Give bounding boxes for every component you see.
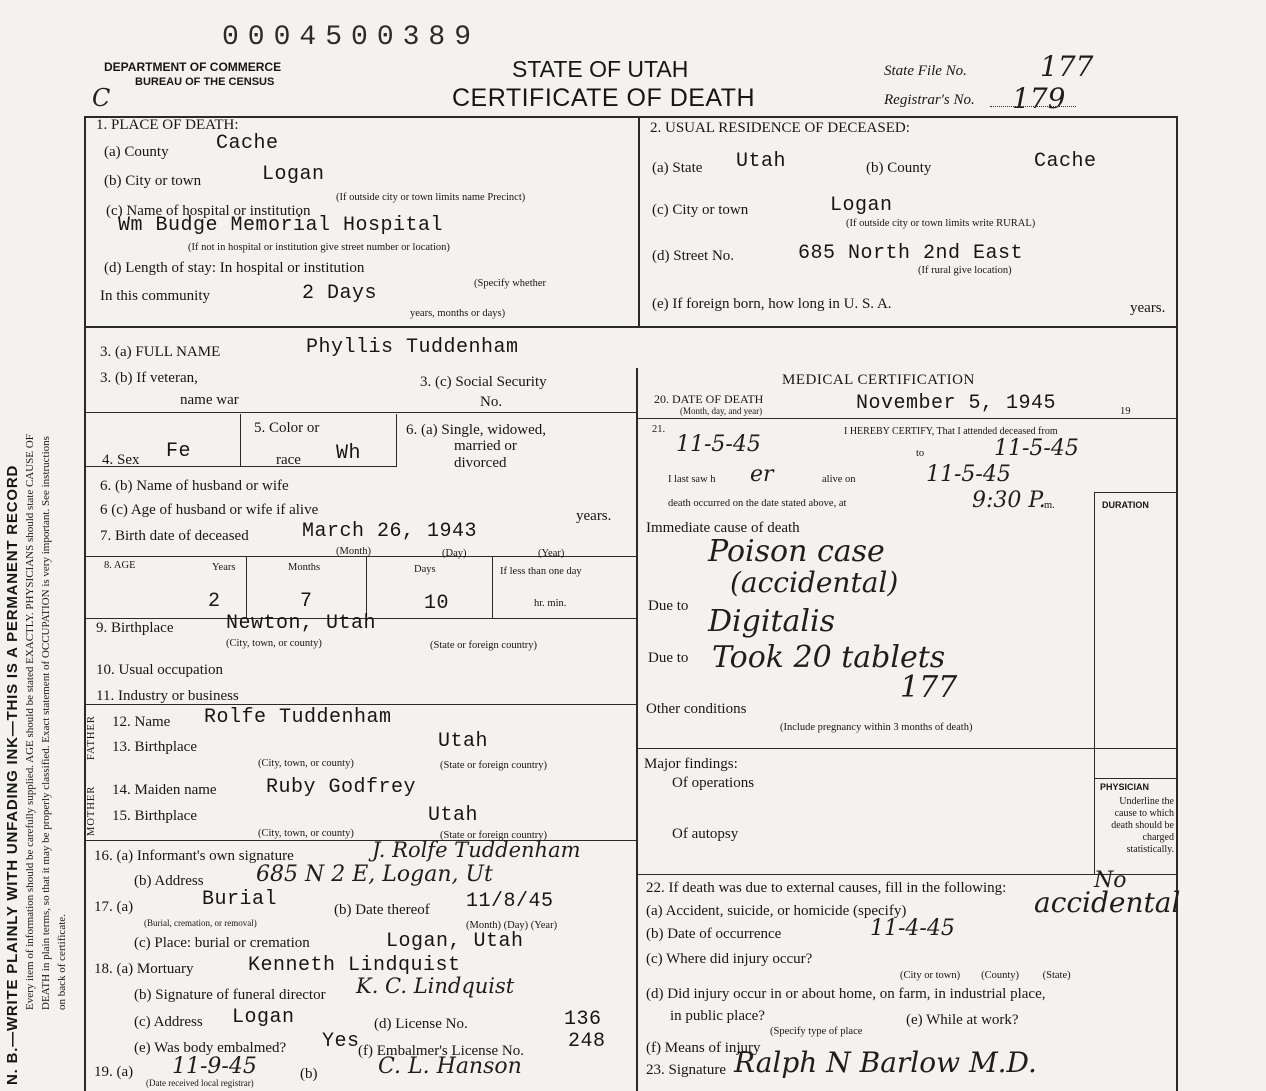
place-type-note: (Specify type of place xyxy=(770,1026,863,1037)
due-to-label-2: Due to xyxy=(648,650,689,666)
mortuary-addr-value: Logan xyxy=(232,1006,295,1029)
means-of-injury-label: (f) Means of injury xyxy=(646,1040,761,1056)
foreign-label: (e) If foreign born, how long in U. S. A. xyxy=(652,296,892,312)
death-time-m: m. xyxy=(1044,500,1055,511)
major-findings-label: Major findings: xyxy=(644,756,738,772)
foreign-years: years. xyxy=(1130,300,1166,316)
medical-divider-v xyxy=(636,368,638,1091)
certify-text: I HEREBY CERTIFY, That I attended deceased from xyxy=(844,426,1058,437)
specify-note-2: years, months or days) xyxy=(410,308,506,319)
age-label: 8. AGE xyxy=(104,560,136,571)
county-value: Cache xyxy=(216,132,279,155)
stay-label: (d) Length of stay: In hospital or institution xyxy=(104,260,365,276)
res-county-label: (b) County xyxy=(866,160,932,176)
accident-value: accidental xyxy=(1034,886,1181,919)
informant-addr-label: (b) Address xyxy=(134,873,204,889)
age-days-value: 10 xyxy=(424,592,450,615)
birthplace-value: Newton, Utah xyxy=(226,612,377,635)
burial-note: (Burial, cremation, or removal) xyxy=(144,918,257,928)
spouse-age-years: years. xyxy=(576,508,612,524)
immediate-cause-value-2: (accidental) xyxy=(730,566,899,599)
margin-instructions-2: DEATH in plain terms, so that it may be properly classified. Exact statement of OCCUPATION is very important. See instructions xyxy=(40,436,52,1010)
at-work-label: (e) While at work? xyxy=(906,1012,1019,1028)
handwritten-mark: 177 xyxy=(900,670,958,705)
father-side-label: FATHER xyxy=(86,715,97,760)
mother-bp-note: (City, town, or county) xyxy=(258,828,354,839)
alive-on-label: alive on xyxy=(822,474,856,485)
informant-signature: J. Rolfe Tuddenham xyxy=(372,838,581,862)
duration-header: DURATION xyxy=(1102,500,1149,510)
age-days-header: Days xyxy=(414,564,436,575)
age-hrmin: hr. min. xyxy=(534,598,567,609)
sex-label: 4. Sex xyxy=(102,452,140,468)
document-number: 0004500389 xyxy=(222,22,481,53)
age-years-value: 2 xyxy=(208,590,221,613)
received-label: 19. (a) xyxy=(94,1064,134,1080)
birth-value: March 26, 1943 xyxy=(302,520,478,543)
mother-side-label: MOTHER xyxy=(86,785,97,836)
birthplace-note: (City, town, or county) xyxy=(226,638,322,649)
city-value: Logan xyxy=(262,163,325,186)
registrar-label: Registrar's No. xyxy=(884,92,975,108)
death-time: 9:30 P. xyxy=(972,488,1046,513)
burial-date-note: (Month) (Day) (Year) xyxy=(466,920,558,931)
color-label: 5. Color or xyxy=(254,420,320,436)
informant-addr-value: 685 N 2 E, Logan, Ut xyxy=(256,862,493,887)
frame-top xyxy=(84,116,1178,118)
local-registrar-signature: C. L. Hanson xyxy=(378,1054,522,1079)
age-less-header: If less than one day xyxy=(500,566,582,577)
hospital-label: (c) Name of hospital or institution xyxy=(106,203,311,219)
father-bp-label: 13. Birthplace xyxy=(112,739,197,755)
attended-to: 11-5-45 xyxy=(994,436,1079,461)
res-city-label: (c) City or town xyxy=(652,202,749,218)
war-label: name war xyxy=(180,392,239,408)
autopsy-label: Of autopsy xyxy=(672,826,739,842)
birth-label: 7. Birth date of deceased xyxy=(100,528,249,544)
bureau-label: BUREAU OF THE CENSUS xyxy=(135,76,275,88)
attended-from: 11-5-45 xyxy=(676,432,761,457)
marital-label: 6. (a) Single, widowed, xyxy=(406,422,546,438)
injury-place-note: (City or town) (County) (State) xyxy=(900,970,1071,981)
public-place-label: in public place? xyxy=(670,1008,765,1024)
death-date-19: 19 xyxy=(1120,406,1131,417)
full-name-value: Phyllis Tuddenham xyxy=(306,336,519,359)
death-date-note: (Month, day, and year) xyxy=(680,406,763,416)
external-causes-label: 22. If death was due to external causes, fill in the following: xyxy=(646,880,1007,896)
burial-label: 17. (a) xyxy=(94,899,134,915)
res-state-value: Utah xyxy=(736,150,787,173)
received-value: 11-9-45 xyxy=(172,1054,257,1079)
last-saw-label: I last saw h xyxy=(668,474,716,485)
place-of-death-heading: 1. PLACE OF DEATH: xyxy=(96,117,239,133)
age-months-value: 7 xyxy=(300,590,313,613)
immediate-cause-value: Poison case xyxy=(708,534,885,569)
specify-note: (Specify whether xyxy=(474,278,547,289)
death-date-label: 20. DATE OF DEATH xyxy=(654,392,764,406)
father-name-value: Rolfe Tuddenham xyxy=(204,706,392,729)
informant-sig-label: 16. (a) Informant's own signature xyxy=(94,848,294,864)
frame-divider-v xyxy=(638,116,640,328)
county-label: (a) County xyxy=(104,144,169,160)
occupation-label: 10. Usual occupation xyxy=(96,662,224,678)
hospital-note: (If not in hospital or institution give street number or location) xyxy=(188,242,450,253)
certify-number: 21. xyxy=(652,424,666,435)
ss-label: 3. (c) Social Security xyxy=(420,374,547,390)
mother-name-value: Ruby Godfrey xyxy=(266,776,417,799)
father-bp-note: (City, town, or county) xyxy=(258,758,354,769)
mortuary-value: Kenneth Lindquist xyxy=(248,954,461,977)
registrar-number: 179 xyxy=(1012,82,1066,115)
other-conditions-note: (Include pregnancy within 3 months of death) xyxy=(780,722,973,733)
mortuary-label: 18. (a) Mortuary xyxy=(94,961,194,977)
medical-heading: MEDICAL CERTIFICATION xyxy=(782,372,975,388)
birth-month-note: (Month) xyxy=(336,546,371,557)
res-street-value: 685 North 2nd East xyxy=(798,242,1024,265)
license-value: 136 xyxy=(564,1008,602,1031)
burial-date-label: (b) Date thereof xyxy=(334,902,430,918)
director-label: (b) Signature of funeral director xyxy=(134,987,326,1003)
other-conditions-label: Other conditions xyxy=(646,701,747,717)
received-note: (Date received local registrar) xyxy=(146,1078,254,1088)
res-street-note: (If rural give location) xyxy=(918,265,1012,276)
corner-mark: C xyxy=(92,84,111,112)
mother-name-label: 14. Maiden name xyxy=(112,782,217,798)
full-name-label: 3. (a) FULL NAME xyxy=(100,344,221,360)
injury-place-label: (c) Where did injury occur? xyxy=(646,951,813,967)
signature-label: 23. Signature xyxy=(646,1062,726,1078)
burial-place-label: (c) Place: burial or cremation xyxy=(134,935,310,951)
age-months-header: Months xyxy=(288,562,321,573)
hospital-value: Wm Budge Memorial Hospital xyxy=(118,214,444,237)
ss-no-label: No. xyxy=(480,394,503,410)
res-state-label: (a) State xyxy=(652,160,703,176)
spouse-age-label: 6 (c) Age of husband or wife if alive xyxy=(100,502,319,518)
immediate-cause-label: Immediate cause of death xyxy=(646,520,800,536)
state-file-number: 177 xyxy=(1040,50,1094,83)
industry-label: 11. Industry or business xyxy=(96,688,239,704)
res-street-label: (d) Street No. xyxy=(652,248,735,264)
age-years-header: Years xyxy=(212,562,236,573)
embalmer-license-value: 248 xyxy=(568,1030,606,1053)
stay-value: 2 Days xyxy=(302,282,378,305)
certificate-title: CERTIFICATE OF DEATH xyxy=(452,84,756,112)
mother-bp-note-2: (State or foreign country) xyxy=(440,830,548,841)
birthplace-label: 9. Birthplace xyxy=(96,620,174,636)
city-label: (b) City or town xyxy=(104,173,202,189)
occurred-label: death occurred on the date stated above, at xyxy=(668,498,847,509)
due-to-value-2: Took 20 tablets xyxy=(712,640,946,675)
city-note: (If outside city or town limits name Precinct) xyxy=(336,192,526,203)
frame-left xyxy=(84,116,86,1091)
state-file-label: State File No. xyxy=(884,63,967,79)
birth-year-note: (Year) xyxy=(538,548,565,559)
license-label: (d) License No. xyxy=(374,1016,468,1032)
director-signature: K. C. Lindquist xyxy=(356,974,515,998)
occurrence-date-value: 11-4-45 xyxy=(870,916,955,941)
operations-label: Of operations xyxy=(672,775,755,791)
due-to-label-1: Due to xyxy=(648,598,689,614)
race-label: race xyxy=(276,452,301,468)
race-value: Wh xyxy=(336,442,362,465)
due-to-value-1: Digitalis xyxy=(708,604,835,639)
physician-header: PHYSICIAN xyxy=(1100,782,1150,792)
external-causes-mark: No xyxy=(1094,868,1127,893)
res-city-value: Logan xyxy=(830,194,893,217)
birth-day-note: (Day) xyxy=(442,548,467,559)
department-label: DEPARTMENT OF COMMERCE xyxy=(104,60,282,74)
attended-to-label: to xyxy=(916,448,925,459)
mortuary-addr-label: (c) Address xyxy=(134,1014,203,1030)
last-saw-date: 11-5-45 xyxy=(926,462,1011,487)
father-bp-note-2: (State or foreign country) xyxy=(440,760,548,771)
embalmer-license-label: (f) Embalmer's License No. xyxy=(358,1043,524,1059)
margin-instructions-3: on back of certificate. xyxy=(56,914,68,1010)
margin-warning: N. B.—WRITE PLAINLY WITH UNFADING INK—THIS IS A PERMANENT RECORD xyxy=(4,464,21,1085)
spouse-label: 6. (b) Name of husband or wife xyxy=(100,478,289,494)
injury-home-label: (d) Did injury occur in or about home, on farm, in industrial place, xyxy=(646,986,1046,1002)
embalmed-label: (e) Was body embalmed? xyxy=(134,1040,287,1056)
state-heading: STATE OF UTAH xyxy=(512,56,689,82)
veteran-label: 3. (b) If veteran, xyxy=(100,370,198,386)
accident-label: (a) Accident, suicide, or homicide (specify) xyxy=(646,903,907,919)
mother-bp-label: 15. Birthplace xyxy=(112,808,197,824)
marital-label-2: married or xyxy=(454,438,517,454)
embalmed-value: Yes xyxy=(322,1030,360,1053)
margin-instructions-1: Every item of information should be carefully supplied. AGE should be stated EXACTLY. PHYSICIANS should state CAUSE OF xyxy=(24,434,36,1010)
sex-value: Fe xyxy=(166,440,192,463)
physician-signature: Ralph N Barlow M.D. xyxy=(734,1046,1037,1079)
last-saw-suffix: er xyxy=(750,462,774,487)
physician-note: Underline the cause to which death should be charged statistically. xyxy=(1111,796,1174,855)
father-name-label: 12. Name xyxy=(112,714,171,730)
burial-place-value: Logan, Utah xyxy=(386,930,524,953)
res-city-note: (If outside city or town limits write RURAL) xyxy=(846,218,1036,229)
birthplace-note-2: (State or foreign country) xyxy=(430,640,538,651)
mother-bp-value: Utah xyxy=(428,804,479,827)
burial-date-value: 11/8/45 xyxy=(466,890,554,913)
father-bp-value: Utah xyxy=(438,730,489,753)
frame-right xyxy=(1176,116,1178,1091)
occurrence-date-label: (b) Date of occurrence xyxy=(646,926,782,942)
marital-label-3: divorced xyxy=(454,455,507,471)
burial-value: Burial xyxy=(202,888,278,911)
local-registrar-label: (b) xyxy=(300,1066,318,1082)
death-date-value: November 5, 1945 xyxy=(856,392,1057,415)
residence-heading: 2. USUAL RESIDENCE OF DECEASED: xyxy=(650,120,910,136)
res-county-value: Cache xyxy=(1034,150,1097,173)
community-label: In this community xyxy=(100,288,210,304)
